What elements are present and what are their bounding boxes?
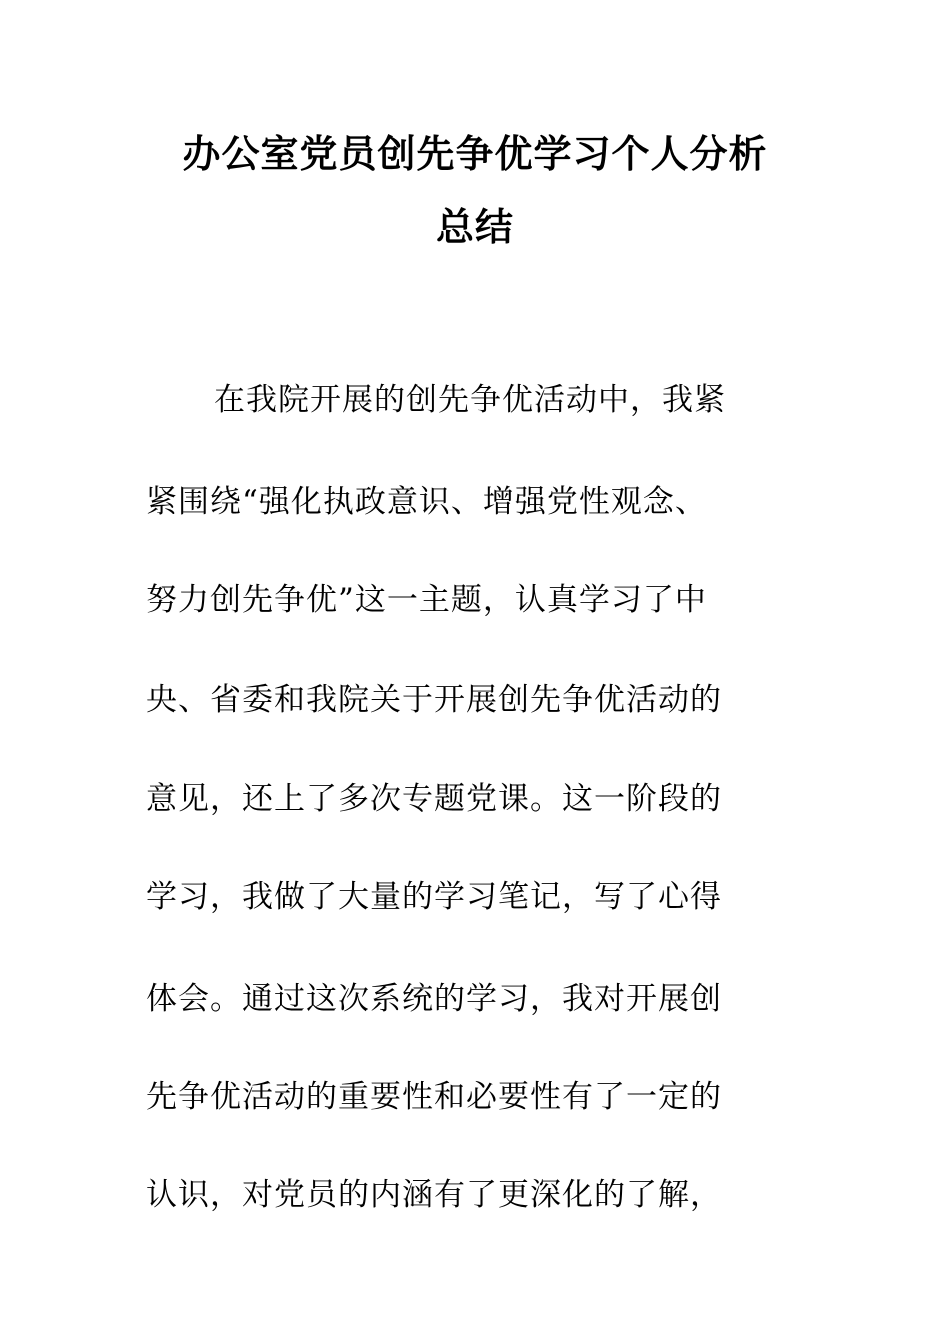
paragraph-line-8: 先争优活动的重要性和必要性有了一定的 [146, 1079, 722, 1115]
paragraph-line-5: 意见，还上了多次专题党课。这一阶段的 [146, 781, 722, 817]
paragraph-line-1: 在我院开展的创先争优活动中，我紧 [214, 382, 726, 418]
paragraph-line-3: 努力创先争优”这一主题，认真学习了中 [146, 582, 707, 618]
paragraph-line-4: 央、省委和我院关于开展创先争优活动的 [146, 682, 722, 718]
document-title-line-1: 办公室党员创先争优学习个人分析 [182, 132, 768, 176]
paragraph-line-6: 学习，我做了大量的学习笔记，写了心得 [146, 879, 722, 915]
document-title-line-2: 总结 [435, 205, 514, 249]
paragraph-line-2: 紧围绕“强化执政意识、增强党性观念、 [146, 484, 707, 520]
paragraph-line-7: 体会。通过这次系统的学习，我对开展创 [146, 981, 722, 1017]
paragraph-line-9: 认识，对党员的内涵有了更深化的了解， [146, 1177, 722, 1213]
